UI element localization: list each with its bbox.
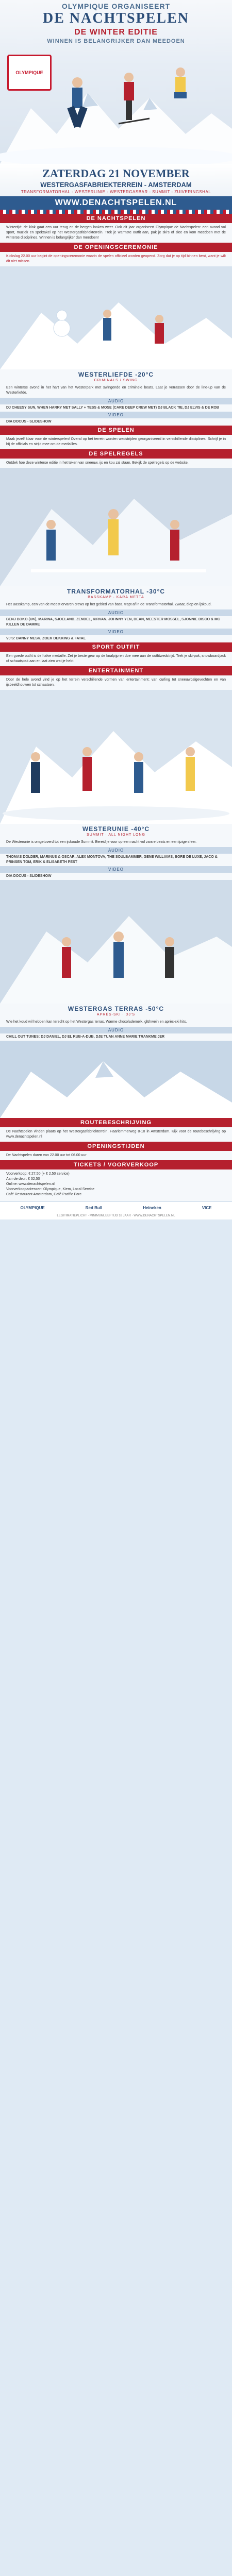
hero-text (0, 2, 232, 44)
video-lineup: DIA DOCUS - SLIDESHOW (6, 420, 52, 423)
legal-text: LEGITIMATIEPLICHT · MINIMUMLEEFTIJD 18 JAAR · WWW.DENACHTSPELEN.NL (0, 1213, 232, 1219)
westerunie-lineup: THOMAS DOLDER, MARINUS & OSCAR, ALEX MONTOVA, THE SOULBAMMER, GENE WILLIAMS, BORE DE LUXE, JACO & PRINSEN TOM, ERIK & ELISABETH PEST (6, 855, 218, 864)
opening-heading: DE OPENINGSCEREMONIE (0, 243, 232, 252)
spelen-text: Maak jezelf klaar voor de winterspelen! Overal op het terrein worden wedstrijden georganiseerd in verschillende disciplines. Schrijf je in bij de officials en strijd mee om de medailles. (0, 435, 232, 449)
westergas-photo (0, 880, 232, 1004)
tickets-line[interactable]: Online: www.denachtspelen.nl (6, 1182, 55, 1186)
tagline: WINNEN IS BELANGRIJKER DAN MEEDOEN (47, 38, 185, 44)
video-heading: VIDEO (0, 412, 232, 418)
bottom-photo (0, 1041, 232, 1118)
westergas-lineup: CHILL OUT TUNES: DJ DANIEL, DJ EL RUB-A-DUB, DJE TUAN ANNE MARIE TRANKMEIJER (6, 1035, 165, 1039)
tickets-line: Aan de deur: € 32,50 (6, 1177, 40, 1181)
flag-divider (0, 210, 232, 214)
tickets-line: Café Restaurant Amsterdam, Café Pacific Parc (6, 1193, 81, 1196)
transformatorhal-scene (0, 468, 232, 586)
bottom-scene (0, 1041, 232, 1118)
transformatorhal-video (0, 635, 232, 642)
westerliefde-title: WESTERLIEFDE -20°C (0, 369, 232, 379)
sponsor-redbull: Red Bull (85, 1205, 103, 1210)
tickets-heading: TICKETS / VOORVERKOOP (0, 1160, 232, 1170)
westerunie-text: De Westerunie is omgetoverd tot een ijskoude Summit. Bereid je voor op een nacht vol zware beats en een ijzige sfeer. (0, 838, 232, 847)
times-text: De Nachtspelen duren van 22.00 uur tot 06.00 uur (0, 1151, 232, 1160)
times-heading: OPENINGSTIJDEN (0, 1142, 232, 1151)
transformatorhal-video-heading: VIDEO (0, 629, 232, 635)
tickets-line: Voorverkoop: € 27,50 (+ € 2,50 service) (6, 1172, 70, 1176)
transformatorhal-audio-heading: AUDIO (0, 609, 232, 616)
route-text: De Nachtspelen vinden plaats op het Westergasfabriekterrein, Haarlemmerweg 8-10 in Amsterdam. Kijk voor de routebeschrijving op www.denachtspelen.nl (0, 1127, 232, 1142)
jumper-figure (174, 67, 187, 98)
transformatorhal-text: Het Basskamp, een van de meest ervaren crews op het gebied van bass, trapt af in de Transformatorhal. Zwaar, diep en ijskoud. (0, 600, 232, 609)
sport-text: Een goede outfit is de halve medaille. Zet je beste gear op de knalpijp en doe mee aan de outfitwedstrijd. Trek je ski-pak, snowboardjack of schaatspak aan en laat zien wat je hebt. (0, 652, 232, 666)
route-heading: ROUTEBESCHRIJVING (0, 1118, 232, 1127)
transformatorhal-vj: VJ'S: DANNY MESK, ZOEK DEKKING & FATAL (6, 637, 86, 640)
event-info (0, 164, 232, 196)
westerunie-audio-heading: AUDIO (0, 847, 232, 854)
transformatorhal-audio (0, 616, 232, 629)
westerliefde-scene (0, 266, 232, 369)
logo-text: OLYMPIQUE (15, 70, 43, 75)
spelregels-text: Ontdek hoe deze winterse editie in het teken van sneeuw, ijs en kou zal staan. Bekijk de spelregels op de website. (0, 459, 232, 468)
westerunie-video (0, 873, 232, 880)
kicker: OLYMPIQUE ORGANISEERT (61, 2, 171, 10)
entertainment-text: Door de hele avond vind je op het terrein verschillende vormen van entertainment: van curling tot sneeuwbalgevechten en van ijsbeeldhouwen tot schaatsen. (0, 675, 232, 690)
olympique-logo (7, 55, 52, 91)
hero (0, 0, 232, 164)
audio-list (0, 404, 232, 412)
transformatorhal-photo (0, 468, 232, 586)
sponsor-vice: VICE (202, 1205, 212, 1210)
westerunie-title: WESTERUNIE -40°C (0, 824, 232, 833)
westerunie-tag: SUMMIT · ALL NIGHT LONG (0, 833, 232, 838)
westergas-audio-heading: AUDIO (0, 1027, 232, 1033)
transformatorhal-tag: BASSKAMP · KARA METTA (0, 596, 232, 600)
audio-heading: AUDIO (0, 398, 232, 404)
westerliefde-tag: CRIMINALS / SWING (0, 379, 232, 383)
transformatorhal-title: TRANSFORMATORHAL -30°C (0, 586, 232, 596)
westergas-tag: APRÈS-SKI · DJ'S (0, 1013, 232, 1018)
sponsor-olympique: OLYMPIQUE (20, 1205, 45, 1210)
site-link[interactable]: WWW.DENACHTSPELEN.NL (0, 196, 232, 210)
sponsor-bar (0, 1201, 232, 1213)
intro-heading: DE NACHTSPELEN (0, 214, 232, 223)
westerunie-audio (0, 854, 232, 866)
zones-line: TRANSFORMATORHAL - WESTERLINIE - WESTERGASBAR - SUMMIT - ZUIVERINGSHAL (21, 190, 211, 194)
tickets-info (0, 1170, 232, 1201)
westergas-scene (0, 880, 232, 1004)
opening-text: Klokslag 22.00 uur begint de openingsceremonie waarin de spelen officieel worden geopend. Zorg dat je op tijd binnen bent, want je wilt dit niet missen. (0, 252, 232, 266)
sport-heading: SPORT OUTFIT (0, 642, 232, 652)
event-date: ZATERDAG 21 NOVEMBER (42, 167, 190, 180)
audio-lineup: DJ CHEESY SUN, WHEN HARRY MET SALLY + TESS & MOSE (CARE DEEP CREW MET) DJ BLACK TIE, DJ ELVIS & DE ROB (6, 406, 219, 410)
tickets-line: Voorverkoopadressen: Olympique, Kiem, Local Service (6, 1188, 95, 1191)
westerunie-photo (0, 690, 232, 824)
spelregels-heading: DE SPELREGELS (0, 449, 232, 459)
poster (0, 0, 232, 1219)
entertainment-heading: ENTERTAINMENT (0, 666, 232, 675)
westergas-title: WESTERGAS TERRAS -50°C (0, 1004, 232, 1013)
event-venue: WESTERGASFABRIEKTERREIN - AMSTERDAM (40, 181, 192, 189)
subtitle: DE WINTER EDITIE (74, 28, 158, 37)
westergas-text: Wie het koud wil hebben kan terecht op het Westergas terras. Warme chocolademelk, glühwein en après-ski hits. (0, 1018, 232, 1027)
westerunie-scene (0, 690, 232, 824)
transformatorhal-lineup: BENJ BOKO (UK), MARINA, SJOELAND, ZENDEL, KIRVAN, JOHNNY YEN, DEAN, MEESTER MOSSEL, SJONNIE DISCO & MC KILLEN DE DAMME (6, 618, 220, 626)
westerliefde-text: Een winterse avond in het hart van het Westerpark met swingende en criminele beats. Laat je verrassen door de line-up van de Westerliefde. (0, 383, 232, 398)
sponsor-heineken: Heineken (143, 1205, 161, 1210)
spelen-heading: DE SPELEN (0, 426, 232, 435)
westergas-audio (0, 1033, 232, 1041)
westerunie-video-heading: VIDEO (0, 866, 232, 873)
westerliefde-photo (0, 266, 232, 369)
video-list (0, 418, 232, 426)
page-title: DE NACHTSPELEN (43, 10, 189, 26)
westerunie-vj: DIA DOCUS - SLIDESHOW (6, 874, 52, 878)
intro-text: Wintertijd: de klok gaat een uur terug en de bergen lonken weer. Ook dit jaar organiseert Olympique de Nachtspelen: een avond vol sport, muziek en spektakel op het Westergasfabriekterrein. Trek je warmste outfit aan, pak je ski's of slee en kom meedoen met de winterse disciplines. Winnen is belangrijker dan meedoen! (0, 223, 232, 243)
